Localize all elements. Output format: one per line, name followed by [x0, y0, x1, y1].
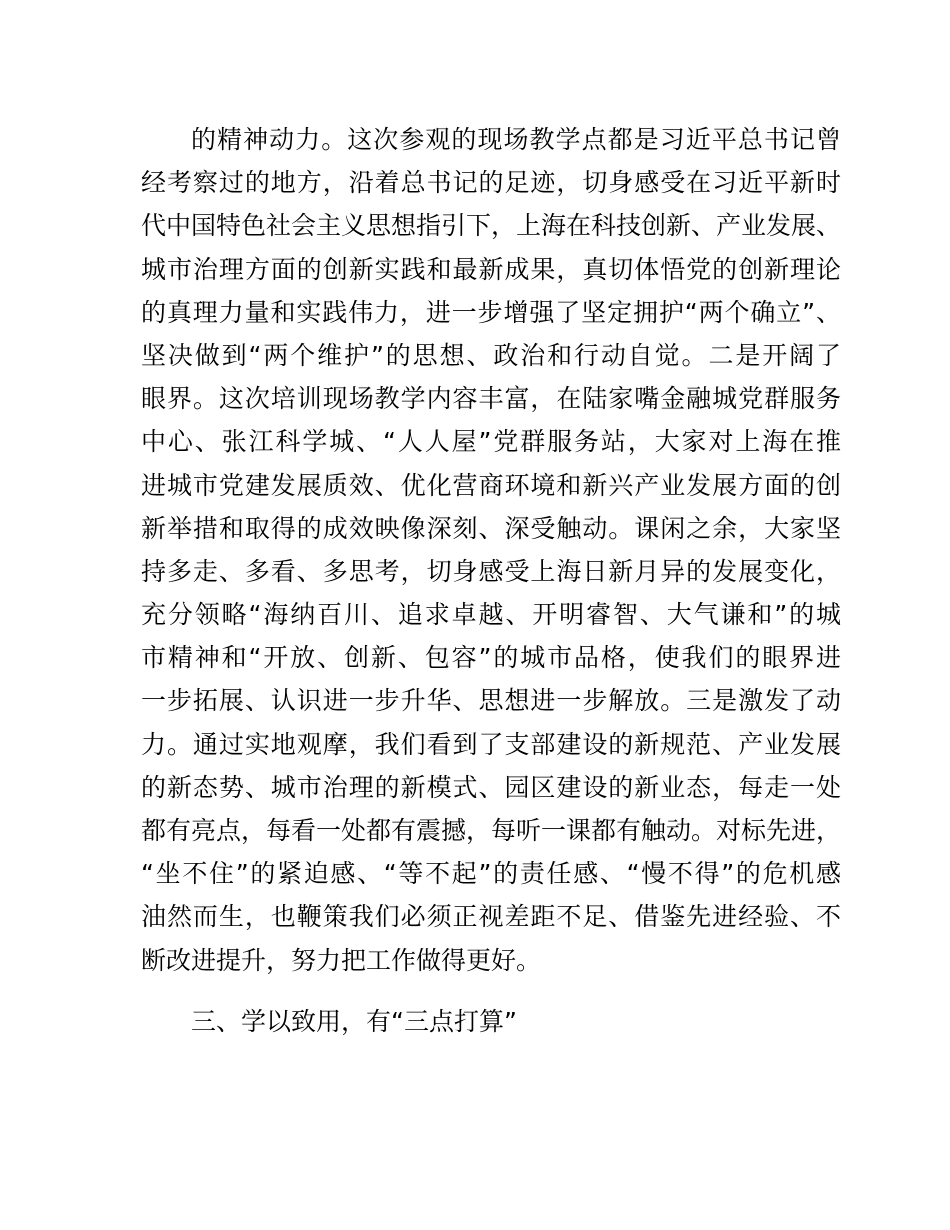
section-heading: 三、学以致用，有“三点打算”	[191, 1007, 517, 1036]
paragraph-line: 油然而生，也鞭策我们必须正视差距不足、借鉴先进经验、不	[141, 902, 841, 932]
paragraph-line: “坐不住”的紧迫感、“等不起”的责任感、“慢不得”的危机感	[141, 859, 841, 889]
paragraph-line: 的精神动力。这次参观的现场教学点都是习近平总书记曾	[191, 125, 841, 154]
body-paragraph	[141, 118, 841, 982]
paragraph-line: 都有亮点，每看一处都有震撼，每听一课都有触动。对标先进，	[141, 816, 842, 845]
paragraph-line: 经考察过的地方，沿着总书记的足迹，切身感受在习近平新时	[141, 168, 841, 198]
paragraph-line: 充分领略“海纳百川、追求卓越、开明睿智、大气谦和”的城	[141, 600, 841, 630]
paragraph-line: 市精神和“开放、创新、包容”的城市品格，使我们的眼界进	[141, 643, 841, 673]
paragraph-line: 进城市党建发展质效、优化营商环境和新兴产业发展方面的创	[141, 470, 841, 500]
paragraph-line: 城市治理方面的创新实践和最新成果，真切体悟党的创新理论	[141, 254, 841, 284]
paragraph-line: 的真理力量和实践伟力，进一步增强了坚定拥护“两个确立”、	[141, 297, 841, 327]
paragraph-line: 中心、张江科学城、“人人屋”党群服务站，大家对上海在推	[141, 427, 841, 457]
paragraph-line: 一步拓展、认识进一步升华、思想进一步解放。三是激发了动	[141, 686, 841, 716]
paragraph-line: 新举措和取得的成效映像深刻、深受触动。课闲之余，大家坚	[141, 513, 841, 543]
paragraph-line: 的新态势、城市治理的新模式、园区建设的新业态，每走一处	[141, 772, 841, 802]
paragraph-line: 代中国特色社会主义思想指引下，上海在科技创新、产业发展、	[141, 211, 842, 241]
paragraph-line: 持多走、多看、多思考，切身感受上海日新月异的发展变化，	[141, 556, 841, 586]
paragraph-line: 坚决做到“两个维护”的思想、政治和行动自觉。二是开阔了	[141, 340, 841, 370]
paragraph-line: 力。通过实地观摩，我们看到了支部建设的新规范、产业发展	[141, 729, 841, 759]
paragraph-line: 断改进提升，努力把工作做得更好。	[141, 945, 542, 975]
paragraph-line: 眼界。这次培训现场教学内容丰富，在陆家嘴金融城党群服务	[141, 384, 841, 414]
